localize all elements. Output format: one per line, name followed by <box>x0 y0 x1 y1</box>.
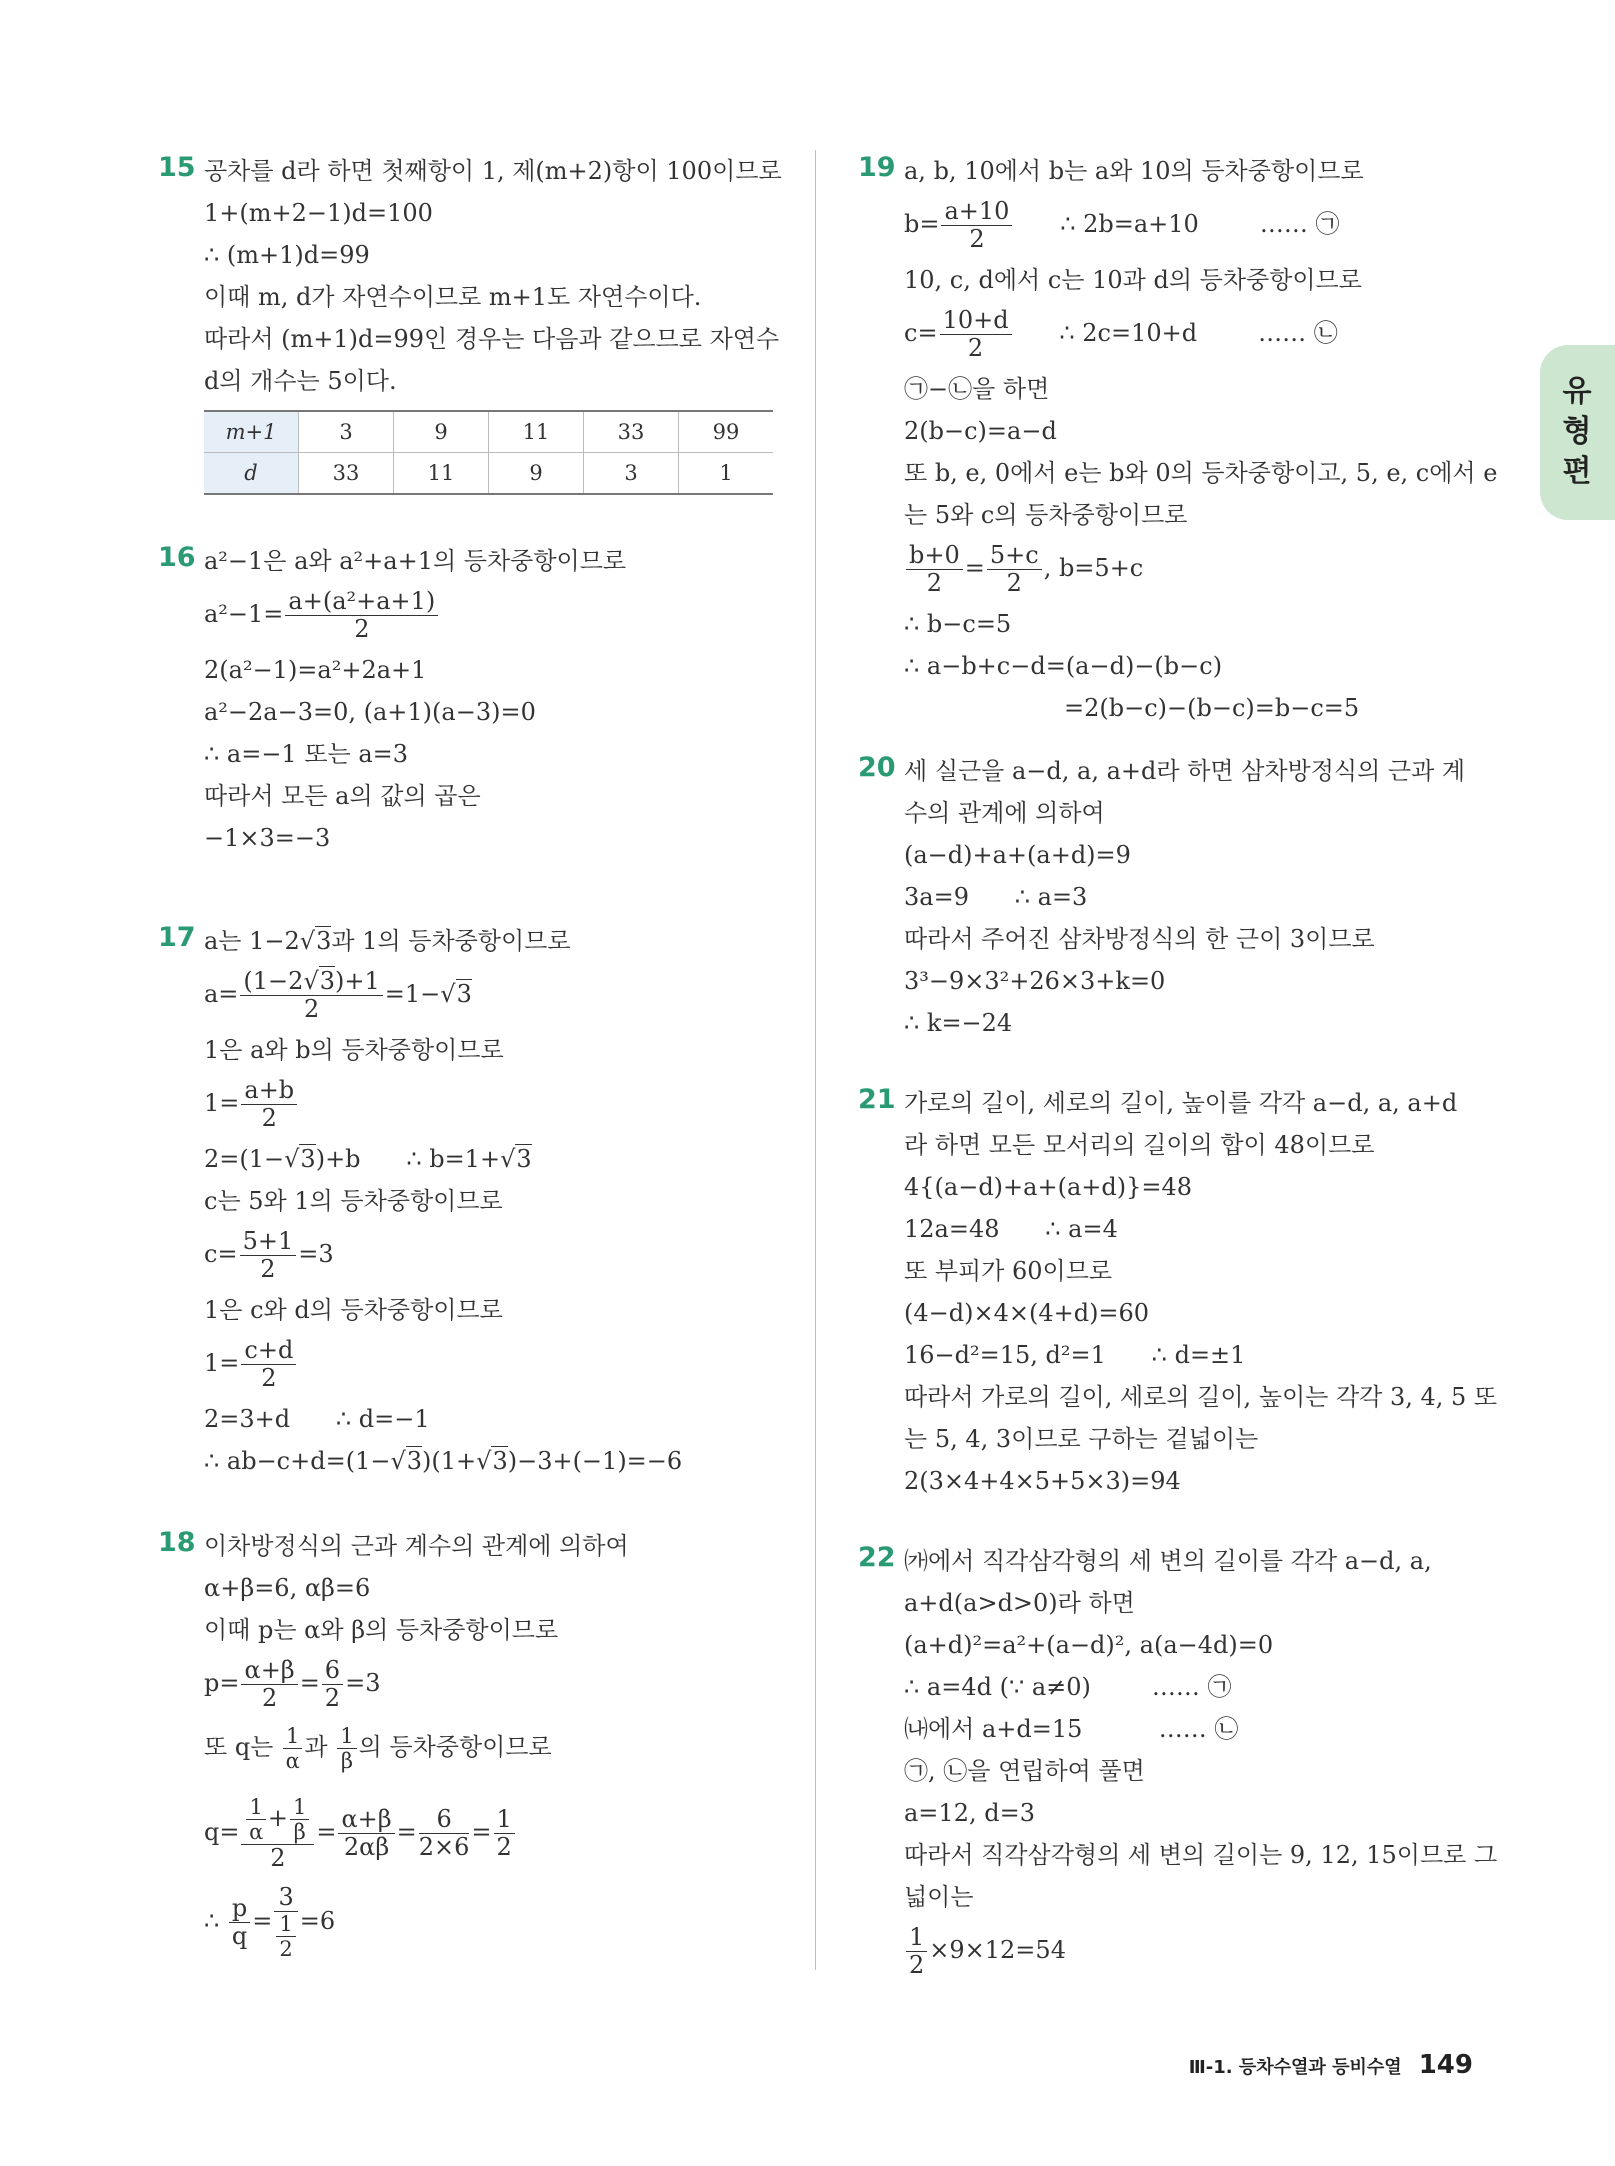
solution-line: 1+(m+2−1)d=100 <box>204 199 433 227</box>
formula-text: c= <box>204 1240 238 1268</box>
text: )−3+(−1)=−6 <box>507 1447 683 1475</box>
page-number: 149 <box>1418 2050 1473 2080</box>
radical: 3 <box>492 1447 508 1475</box>
formula-text: 1= <box>204 1349 240 1377</box>
solution-line: 따라서 직각삼각형의 세 변의 길이는 9, 12, 15이므로 그 <box>904 1841 1498 1869</box>
numerator: 1 <box>283 1724 302 1749</box>
numerator: a+10 <box>941 198 1012 226</box>
text: 과 <box>304 1733 336 1761</box>
denominator <box>274 1912 297 1961</box>
fraction <box>290 1795 309 1844</box>
solution-line: 1은 c와 d의 등차중항이므로 <box>204 1296 503 1324</box>
numerator: 6 <box>322 1657 343 1685</box>
solution-line: ㉠−㉡을 하면 <box>904 375 1050 403</box>
formula-text: p= <box>204 1669 240 1697</box>
solution-line: ∴ a=4d (∵ a≠0) …… ㉠ <box>904 1673 1232 1701</box>
solution-line: 2(3×4+4×5+5×3)=94 <box>904 1467 1181 1495</box>
denominator: 2 <box>967 334 984 362</box>
solution-line: 는 5, 4, 3이므로 구하는 겉넓이는 <box>904 1425 1259 1453</box>
table-cell: 11 <box>489 411 584 453</box>
denominator: 2 <box>303 995 320 1023</box>
solution-line: 1은 a와 b의 등차중항이므로 <box>204 1036 504 1064</box>
solution-line: (4−d)×4×(4+d)=60 <box>904 1299 1150 1327</box>
numerator: α+β <box>338 1806 394 1834</box>
radical: 3 <box>319 967 336 995</box>
denominator: 2 <box>324 1684 341 1712</box>
fraction <box>241 1337 296 1392</box>
numerator: a+(a²+a+1) <box>285 588 438 616</box>
solution-line: 공차를 d라 하면 첫째항이 1, 제(m+2)항이 100이므로 <box>204 157 782 185</box>
fraction-line <box>204 1718 798 1779</box>
solution-line: 따라서 주어진 삼차방정식의 한 근이 3이므로 <box>904 925 1375 953</box>
text: (1−2 <box>243 967 304 995</box>
solution-line: 4{(a−d)+a+(a+d)}=48 <box>904 1173 1192 1201</box>
problem-number: 20 <box>858 752 896 783</box>
numerator: 1 <box>276 1912 295 1937</box>
table-cell: 3 <box>584 453 679 495</box>
fraction <box>419 1806 470 1861</box>
text: )+1 <box>335 967 380 995</box>
solution-line: 2(b−c)=a−d <box>904 417 1057 445</box>
denominator: 2 <box>969 225 985 253</box>
denominator: 2 <box>1006 569 1022 597</box>
table-cell: 9 <box>489 453 584 495</box>
fraction-line <box>204 1651 798 1718</box>
solution-line: d의 개수는 5이다. <box>204 367 397 395</box>
left-column <box>158 150 798 1967</box>
solution-line: c는 5와 1의 등차중항이므로 <box>204 1187 503 1215</box>
fraction-line <box>204 1878 798 1967</box>
radical: 3 <box>516 1145 532 1173</box>
problem-number: 18 <box>158 1527 196 1558</box>
fraction <box>322 1657 343 1712</box>
fraction <box>241 1077 297 1132</box>
solution-line: 이차방정식의 근과 계수의 관계에 의하여 <box>204 1532 629 1560</box>
fraction <box>283 1724 302 1773</box>
denominator: 2 <box>261 1104 277 1132</box>
denominator: β <box>293 1820 306 1844</box>
formula-text: =3 <box>298 1240 334 1268</box>
text: 또 q는 <box>204 1733 281 1761</box>
fraction <box>906 542 963 597</box>
solution-line: 3a=9 ∴ a=3 <box>904 883 1088 911</box>
fraction <box>494 1806 515 1861</box>
fraction-line <box>904 301 1498 368</box>
numerator: a+b <box>241 1077 297 1105</box>
solution-line: 따라서 가로의 길이, 세로의 길이, 높이는 각각 3, 4, 5 또 <box>904 1383 1498 1411</box>
table-header-cell: m+1 <box>204 411 299 453</box>
numerator: 10+d <box>940 307 1012 335</box>
denominator: 2 <box>279 1937 293 1961</box>
denominator: α <box>285 1749 300 1773</box>
radical: 3 <box>406 1447 423 1475</box>
solution-line: −1×3=−3 <box>204 824 331 852</box>
fraction <box>276 1912 295 1961</box>
problem-21 <box>858 1082 1498 1540</box>
denominator: 2 <box>909 1951 925 1979</box>
denominator: 2 <box>261 1364 277 1392</box>
formula-text: =1− <box>384 980 441 1008</box>
formula-text: ∴ 2b=a+10 …… ㉠ <box>1014 210 1340 238</box>
problem-18 <box>158 1525 798 1967</box>
solution-line: ∴ (m+1)d=99 <box>204 241 370 269</box>
denominator: 2 <box>926 569 943 597</box>
problem-16 <box>158 540 798 920</box>
fraction-line <box>204 582 798 649</box>
solution-line: 따라서 모든 a의 값의 곱은 <box>204 782 481 810</box>
solution-line: ∴ a=−1 또는 a=3 <box>204 740 409 768</box>
fraction-line <box>904 1918 1498 1985</box>
solution-line: 12a=48 ∴ a=4 <box>904 1215 1118 1243</box>
solution-line: ∴ k=−24 <box>904 1009 1013 1037</box>
solution-line: 2=3+d ∴ d=−1 <box>204 1405 430 1433</box>
table-cell: 3 <box>299 411 394 453</box>
denominator: β <box>340 1749 353 1773</box>
solution-line: ∴ b−c=5 <box>904 610 1012 638</box>
numerator: 5+c <box>987 542 1042 570</box>
fraction <box>240 1228 297 1283</box>
text: )(1+ <box>422 1447 477 1475</box>
numerator: p <box>229 1895 250 1923</box>
fraction-line <box>904 192 1498 259</box>
section-title: Ⅲ-1. 등차수열과 등비수열 <box>1188 2057 1402 2078</box>
numerator: 6 <box>419 1806 470 1834</box>
fraction-line <box>204 1331 798 1398</box>
text: a는 1−2 <box>204 927 300 955</box>
compound-fraction <box>241 1795 314 1872</box>
formula-text: b= <box>904 210 940 238</box>
problem-number: 17 <box>158 922 196 953</box>
numerator: b+0 <box>906 542 963 570</box>
right-column <box>858 150 1498 1985</box>
solution-line: 또 부피가 60이므로 <box>904 1257 1113 1285</box>
solution-line: a는 1−2√3과 1의 등차중항이므로 <box>204 927 571 955</box>
problem-number: 16 <box>158 542 196 573</box>
numerator: 3 <box>274 1884 297 1912</box>
solution-line: ㈎에서 직각삼각형의 세 변의 길이를 각각 a−d, a, <box>904 1547 1432 1575</box>
numerator: 5+1 <box>240 1228 297 1256</box>
solution-line: 라 하면 모든 모서리의 길이의 합이 48이므로 <box>904 1131 1375 1159</box>
formula-text: = <box>316 1818 337 1846</box>
formula-text: a= <box>204 980 239 1008</box>
formula-text: a²−1= <box>204 600 284 628</box>
formula-text: q= <box>204 1818 240 1846</box>
solution-line: 16−d²=15, d²=1 ∴ d=±1 <box>904 1341 1246 1369</box>
solution-line: 는 5와 c의 등차중항이므로 <box>904 501 1188 529</box>
fraction <box>987 542 1042 597</box>
solution-line: a, b, 10에서 b는 a와 10의 등차중항이므로 <box>904 157 1364 185</box>
problem-number: 21 <box>858 1084 896 1115</box>
solution-line: 이때 p는 α와 β의 등차중항이므로 <box>204 1616 559 1644</box>
problem-20 <box>858 750 1498 1082</box>
fraction <box>941 198 1012 253</box>
numerator <box>241 1795 314 1845</box>
fraction-line <box>904 536 1498 603</box>
numerator: 1 <box>494 1806 515 1834</box>
text: 과 1의 등차중항이므로 <box>331 927 571 955</box>
formula-text: ∴ 2c=10+d …… ㉡ <box>1013 319 1338 347</box>
fraction-line <box>204 1222 798 1289</box>
fraction <box>337 1724 356 1773</box>
problem-15 <box>158 150 798 540</box>
table-cell: 1 <box>679 453 774 495</box>
fraction <box>906 1924 927 1979</box>
table-header-cell: d <box>204 453 299 495</box>
denominator: α <box>249 1820 264 1844</box>
denominator: 2 <box>261 1684 278 1712</box>
solution-line: 이때 m, d가 자연수이므로 m+1도 자연수이다. <box>204 283 702 311</box>
text: + <box>267 1804 288 1832</box>
solution-line: 가로의 길이, 세로의 길이, 높이를 각각 a−d, a, a+d <box>904 1089 1458 1117</box>
compound-fraction <box>274 1884 297 1961</box>
fraction <box>338 1806 394 1861</box>
solution-line: (a+d)²=a²+(a−d)², a(a−4d)=0 <box>904 1631 1274 1659</box>
fraction <box>940 307 1012 362</box>
formula-text: 1= <box>204 1089 240 1117</box>
denominator: 2 <box>496 1833 512 1861</box>
numerator: 1 <box>246 1795 265 1820</box>
radical: 3 <box>456 980 472 1008</box>
table-cell: 99 <box>679 411 774 453</box>
divisor-table <box>204 410 773 495</box>
problem-17 <box>158 920 798 1525</box>
denominator: 2αβ <box>343 1833 390 1861</box>
solution-line: ∴ ab−c+d=(1−√3)(1+√3)−3+(−1)=−6 <box>204 1447 683 1475</box>
text: 2=(1− <box>204 1145 285 1173</box>
solution-line: ∴ a−b+c−d=(a−d)−(b−c) <box>904 652 1223 680</box>
solution-line: =2(b−c)−(b−c)=b−c=5 <box>1064 694 1360 722</box>
formula-text: = <box>396 1818 417 1846</box>
radical: 3 <box>300 1145 316 1173</box>
solution-line: 2=(1−√3)+b ∴ b=1+√3 <box>204 1145 532 1173</box>
fraction <box>246 1795 265 1844</box>
formula-text: = <box>252 1907 273 1935</box>
fraction-line <box>204 1779 798 1878</box>
problem-number: 22 <box>858 1542 896 1573</box>
solution-line: 수의 관계에 의하여 <box>904 799 1105 827</box>
solution-line: ㈏에서 a+d=15 …… ㉡ <box>904 1715 1239 1743</box>
numerator: α+β <box>241 1657 297 1685</box>
radical: 3 <box>316 927 332 955</box>
denominator: 2×6 <box>418 1833 470 1861</box>
text: 의 등차중항이므로 <box>358 1733 552 1761</box>
page-footer <box>1189 2050 1473 2080</box>
denominator: 2 <box>354 615 370 643</box>
fraction <box>285 588 438 643</box>
solution-line: α+β=6, αβ=6 <box>204 1574 371 1602</box>
problem-22 <box>858 1540 1498 1985</box>
solution-line: a²−2a−3=0, (a+1)(a−3)=0 <box>204 698 536 726</box>
table-cell: 11 <box>394 453 489 495</box>
fraction <box>240 968 382 1023</box>
formula-text: ×9×12=54 <box>929 1936 1066 1964</box>
solution-line: 10, c, d에서 c는 10과 d의 등차중항이므로 <box>904 266 1362 294</box>
formula-text: = <box>471 1818 492 1846</box>
problem-19 <box>858 150 1498 750</box>
denominator: 2 <box>260 1255 276 1283</box>
table-cell: 33 <box>299 453 394 495</box>
fraction-line <box>204 1071 798 1138</box>
column-divider <box>815 150 816 1970</box>
problem-number: 15 <box>158 152 196 183</box>
formula-text: =6 <box>299 1907 336 1935</box>
formula-text: = <box>964 554 985 582</box>
numerator: c+d <box>241 1337 296 1365</box>
numerator: 1 <box>906 1924 927 1952</box>
table-cell: 9 <box>394 411 489 453</box>
formula-text: = <box>299 1669 320 1697</box>
text: ∴ ab−c+d=(1− <box>204 1447 391 1475</box>
solution-line: ㉠, ㉡을 연립하여 풀면 <box>904 1757 1145 1785</box>
solution-line: 넓이는 <box>904 1883 974 1911</box>
solution-line: 세 실근을 a−d, a, a+d라 하면 삼차방정식의 근과 계 <box>904 757 1466 785</box>
solution-line: (a−d)+a+(a+d)=9 <box>904 841 1131 869</box>
solution-line: a+d(a>d>0)라 하면 <box>904 1589 1135 1617</box>
problem-number: 19 <box>858 152 896 183</box>
denominator: q <box>231 1922 248 1950</box>
numerator: 1 <box>337 1724 356 1749</box>
formula-text: =3 <box>345 1669 381 1697</box>
fraction <box>229 1895 250 1950</box>
formula-text: c= <box>904 319 938 347</box>
numerator: (1−2√3)+1 <box>240 968 382 996</box>
solution-line: a²−1은 a와 a²+a+1의 등차중항이므로 <box>204 547 627 575</box>
numerator: 1 <box>290 1795 309 1820</box>
table-cell: 33 <box>584 411 679 453</box>
solution-line: 2(a²−1)=a²+2a+1 <box>204 656 427 684</box>
solution-line: a=12, d=3 <box>904 1799 1035 1827</box>
fraction-line: a= $\frac{(1-2√3)+1}{2}$ =1−√3 <box>204 967 472 1023</box>
text: )+b ∴ b=1+ <box>315 1145 501 1173</box>
formula-text: ∴ <box>204 1907 227 1935</box>
side-tab-label: 유형편 <box>1562 374 1592 489</box>
solution-line: 따라서 (m+1)d=99인 경우는 다음과 같으므로 자연수 <box>204 325 780 353</box>
fraction <box>241 1657 297 1712</box>
formula-text: , b=5+c <box>1043 554 1144 582</box>
solution-line: 3³−9×3²+26×3+k=0 <box>904 967 1166 995</box>
solution-line: 또 b, e, 0에서 e는 b와 0의 등차중항이고, 5, e, c에서 e <box>904 459 1498 487</box>
denominator: 2 <box>270 1844 286 1872</box>
